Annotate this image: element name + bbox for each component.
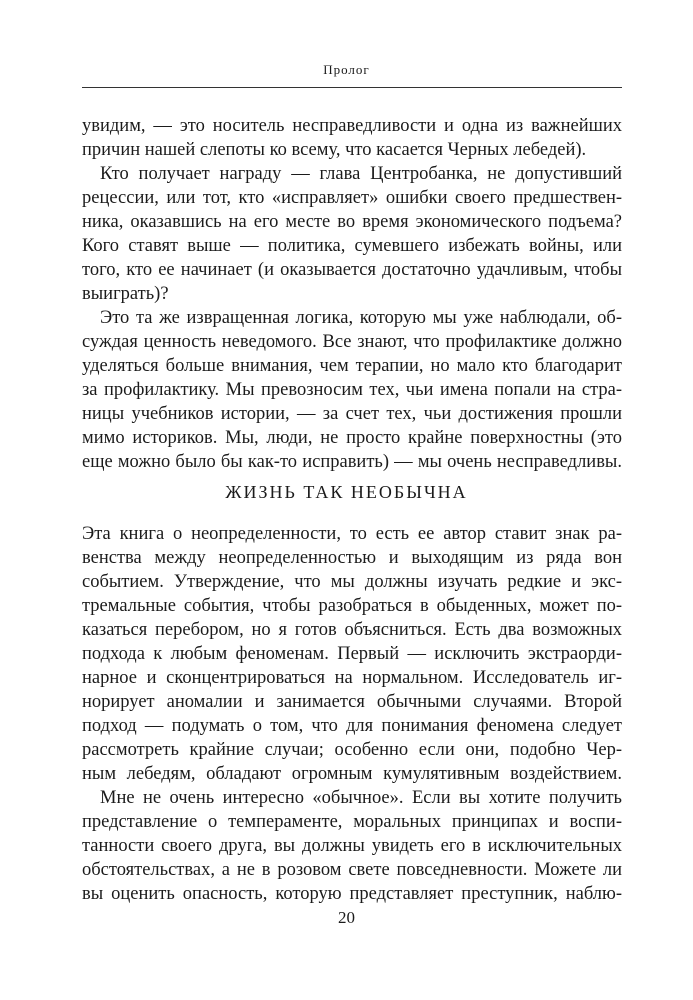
- text-line: еще можно было бы как-то исправить) — мы очень несправедливы.: [82, 452, 622, 472]
- header-rule: [82, 87, 622, 88]
- text-line: событием. Утверждение, что мы должны изучать редкие и экс-: [82, 572, 622, 592]
- text-line: тремальные события, чтобы разобраться в обыденных, может по-: [82, 596, 622, 616]
- text-line: венства между неопределенностью и выходящим из ряда вон: [82, 548, 622, 568]
- text-line: подхода к любым феноменам. Первый — исключить экстраорди-: [82, 644, 622, 664]
- text-line: рецессии, или тот, кто «исправляет» ошибки своего предшествен-: [82, 188, 622, 208]
- text-line: увидим, — это носитель несправедливости и одна из важнейших: [82, 116, 622, 136]
- paragraph: [82, 162, 622, 306]
- text-line: норирует аномалии и занимается обычными случаями. Второй: [82, 692, 622, 712]
- text-line: Мне не очень интересно «обычное». Если вы хотите получить: [100, 788, 622, 808]
- section-heading: ЖИЗНЬ ТАК НЕОБЫЧНА: [225, 482, 468, 502]
- text-line: казаться перебором, но я готов объясниться. Есть два возможных: [82, 620, 622, 640]
- running-head-title: Пролог: [323, 62, 370, 77]
- page-number: 20: [338, 908, 355, 927]
- text-line: выиграть)?: [82, 284, 169, 304]
- paragraph: [82, 786, 622, 906]
- text-line: подход — подумать о том, что для понимания феномена следует: [82, 716, 622, 736]
- text-line: Кого ставят выше — политика, сумевшего избежать войны, или: [82, 236, 622, 256]
- text-line: рассмотреть крайние случаи; особенно если они, подобно Чер-: [82, 740, 622, 760]
- text-line: представление о темпераменте, моральных принципах и воспи-: [82, 812, 622, 832]
- text-line: нарное и сконцентрироваться на нормальном. Исследователь иг-: [82, 668, 622, 688]
- text-line: суждая ценность неведомого. Все знают, что профилактике должно: [82, 332, 622, 352]
- text-line: танности своего друга, вы должны увидеть его в исключительных: [82, 836, 622, 856]
- paragraph: [82, 114, 622, 162]
- text-line: ным лебедям, обладают огромным кумулятивным воздействием.: [82, 764, 622, 784]
- text-line: ника, оказавшись на его месте во время экономического подъема?: [82, 212, 622, 232]
- paragraph: [82, 522, 622, 786]
- text-line: Кто получает награду — глава Центробанка, не допустивший: [100, 164, 622, 184]
- text-block-top: [82, 114, 622, 474]
- text-line: причин нашей слепоты ко всему, что касается Черных лебедей).: [82, 140, 587, 160]
- text-line: за профилактику. Мы превозносим тех, чьи имена попали на стра-: [82, 380, 622, 400]
- text-line: обстоятельствах, а не в розовом свете повседневности. Можете ли: [82, 860, 622, 880]
- text-line: вы оценить опасность, которую представляет преступник, наблю-: [82, 884, 622, 904]
- paragraph: [82, 306, 622, 474]
- text-block-bottom: [82, 522, 622, 906]
- text-line: того, кто ее начинает (и оказывается достаточно удачливым, чтобы: [82, 260, 622, 280]
- text-line: мимо историков. Мы, люди, не просто крайне поверхностны (это: [82, 428, 622, 448]
- text-line: уделяться больше внимания, чем терапии, но мало кто благодарит: [82, 356, 622, 376]
- text-line: ницы учебников истории, — за счет тех, чьи достижения прошли: [82, 404, 622, 424]
- text-line: Это та же извращенная логика, которую мы уже наблюдали, об-: [100, 308, 622, 328]
- text-line: Эта книга о неопределенности, то есть ее автор ставит знак ра-: [82, 524, 622, 544]
